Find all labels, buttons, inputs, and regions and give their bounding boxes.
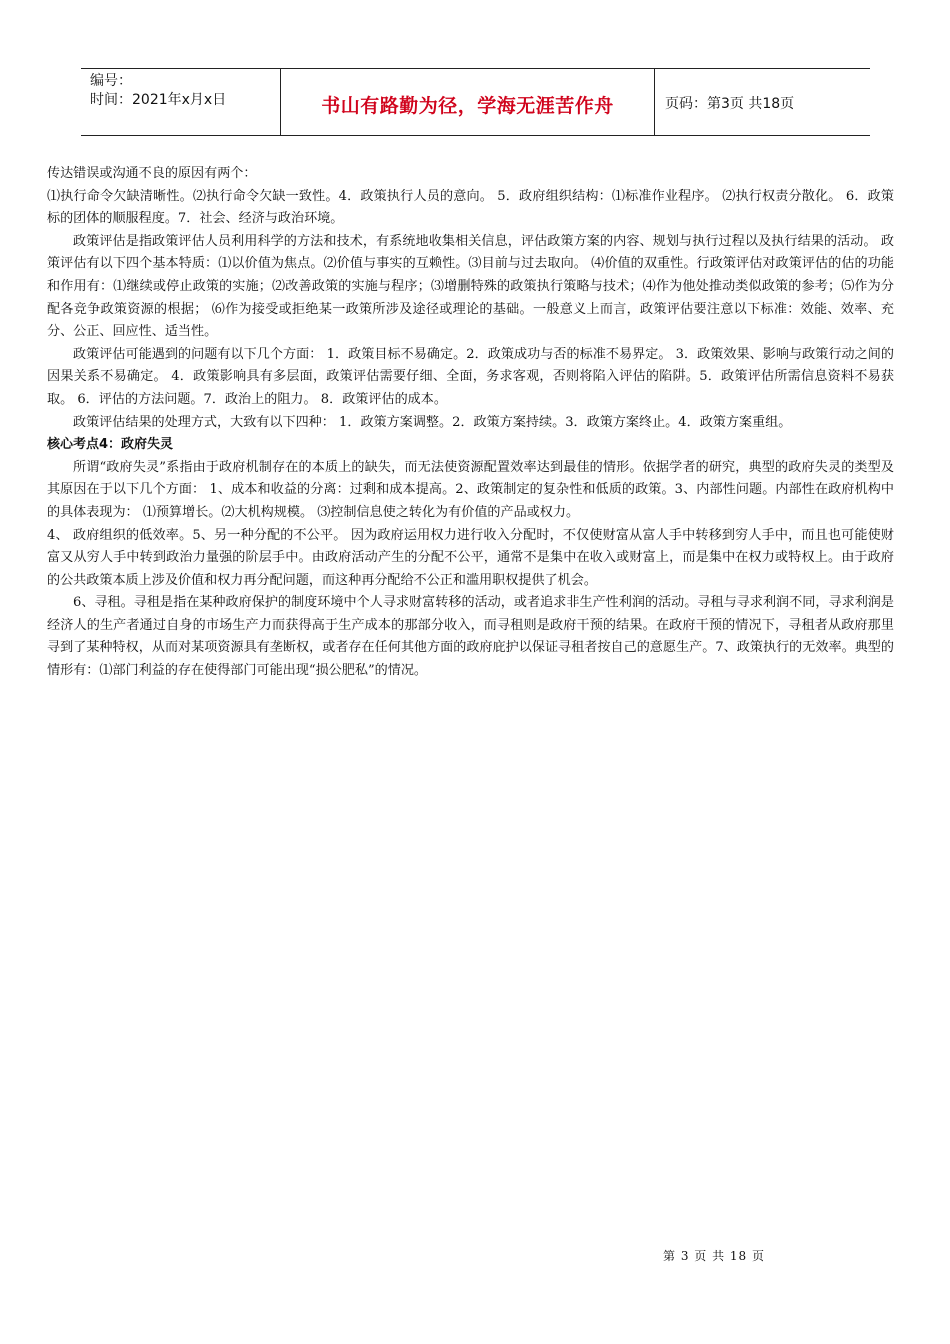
header-motto: 书山有路勤为径，学海无涯苦作舟 — [281, 69, 655, 135]
paragraph-organization-inefficiency: 4、 政府组织的低效率。5、另一种分配的不公平。 因为政府运用权力进行收入分配时，不仅使财富从富人手中转移到穷人手中，而且也可能使财富又从穷人手中转到政治力量强的阶层手中。由政府活动产生的分配不公平，通常不是集中在收入或财富上，而是集中在权力或特权上。由于政府的公共政策本质上涉及价值和权力再分配问题，而这种再分配给不公正和滥用职权提供了机会。 — [47, 527, 894, 588]
paragraph-evaluation-results: 政策评估结果的处理方式，大致有以下四种： 1．政策方案调整。2．政策方案持续。3．政策方案终止。4．政策方案重组。 — [73, 414, 792, 430]
paragraph-evaluation-problems: 政策评估可能遇到的问题有以下几个方面： 1．政策目标不易确定。2．政策成功与否的标准不易界定。 3．政策效果、影响与政策行动之间的因果关系不易确定。 4．政策影响具有多层面，政策评估需要仔细、全面，务求客观，否则将陷入评估的陷阱。5．政策评估所需信息资料不易获取。 6．评估的方法问题。7．政治上的阻力。 8．政策评估的成本。 — [47, 346, 894, 407]
document-header — [81, 68, 870, 136]
paragraph-policy-evaluation: 政策评估是指政策评估人员利用科学的方法和技术，有系统地收集相关信息，评估政策方案的内容、规划与执行过程以及执行结果的活动。 政策评估有以下四个基本特质：⑴以价值为焦点。⑵价值与事实的互赖性。⑶目前与过去取向。 ⑷价值的双重性。行政策评估对政策评估的估的功能和作用有：⑴继续或停止政策的实施；⑵改善政策的实施与程序；⑶增删特殊的政策执行策略与技术；⑷作为他处推动类似政策的参考；⑸作为分配各竞争政策资源的根据； ⑹作为接受或拒绝某一政策所涉及途径或理论的基础。一般意义上而言，政策评估要注意以下标准：效能、效率、充分、公正、回应性、适当性。 — [47, 233, 894, 340]
page-footer: 第 3 页 共 18 页 — [663, 1249, 765, 1263]
section-heading: 核心考点4：政府失灵 — [47, 437, 174, 453]
document-number-label: 编号： — [90, 73, 132, 89]
paragraph-intro: 传达错误或沟通不良的原因有两个： — [47, 166, 257, 181]
document-body — [47, 163, 894, 683]
paragraph-execution-factors: ⑴执行命令欠缺清晰性。⑵执行命令欠缺一致性。4．政策执行人员的意向。 5．政府组织结构：⑴标准作业程序。 ⑵执行权责分散化。 6．政策标的团体的顺服程度。7．社会、经济与政治环境。 — [47, 188, 894, 227]
document-date-label: 时间：2021年x月x日 — [90, 92, 227, 108]
paragraph-government-failure: 所谓“政府失灵”系指由于政府机制存在的本质上的缺失，而无法使资源配置效率达到最佳的情形。依据学者的研究，典型的政府失灵的类型及其原因在于以下几个方面： 1、成本和收益的分离：过剩和成本提高。2、政策制定的复杂性和低质的政策。3、内部性问题。内部性在政府机构中的具体表现为： ⑴预算增长。⑵大机构规模。 ⑶控制信息使之转化为有价值的产品或权力。 — [47, 459, 894, 520]
header-meta-cell — [81, 69, 281, 135]
paragraph-rent-seeking: 6、寻租。寻租是指在某种政府保护的制度环境中个人寻求财富转移的活动，或者追求非生产性利润的活动。寻租与寻求利润不同，寻求利润是经济人的生产者通过自身的市场生产力而获得高于生产成本的那部分收入，而寻租则是政府干预的结果。在政府干预的情况下，寻租者从政府那里寻到了某种特权，从而对某项资源具有垄断权，或者存在任何其他方面的政府庇护以保证寻租者按自己的意愿生产。7、政策执行的无效率。典型的情形有：⑴部门利益的存在使得部门可能出现“损公肥私”的情况。 — [47, 595, 894, 679]
header-page-label: 页码：第3页 共18页 — [665, 96, 795, 112]
